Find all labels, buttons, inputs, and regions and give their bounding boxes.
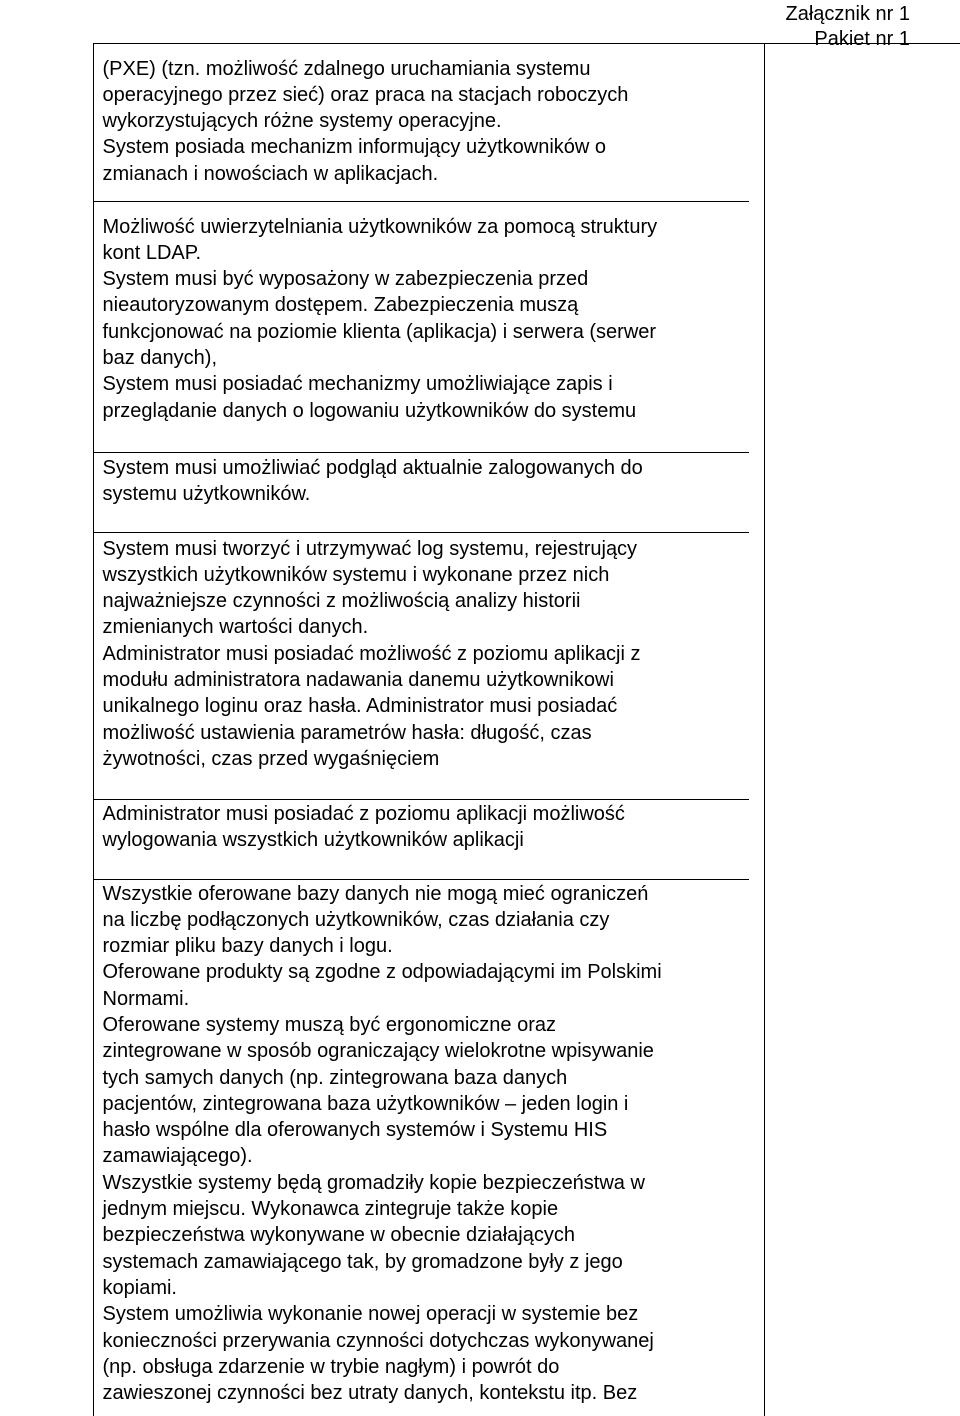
attachment-label: Załącznik nr 1 [785,3,910,25]
text-line: tych samych danych (np. zintegrowana baza danych [102,1066,568,1089]
package-label: Pakiet nr 1 [814,28,910,50]
text-line: Administrator musi posiadać możliwość z poziomu aplikacji z [102,642,641,665]
table-row [94,44,960,1416]
requirements-table [93,43,960,1416]
text-line: wylogowania wszystkich użytkowników aplikacji [102,828,524,851]
text-line: rozmiar pliku bazy danych i logu. [102,935,393,958]
requirement-paragraph [103,56,629,187]
text-line: pacjentów, zintegrowana baza użytkowników – jeden login i [102,1092,629,1115]
text-line: Wszystkie oferowane bazy danych nie mogą mieć ograniczeń [102,882,649,905]
text-line: wykorzystujących różne systemy operacyjne. [102,110,502,133]
text-line: funkcjonować na poziomie klienta (aplikacja) i serwera (serwer [102,320,657,343]
notes-cell [765,44,960,1416]
text-line: wszystkich użytkowników systemu i wykonane przez nich [102,563,610,586]
row-divider [93,452,749,453]
text-line: System musi być wyposażony w zabezpieczenia przed [102,268,589,291]
requirements-cell [94,44,765,1416]
text-line: (PXE) (tzn. możliwość zdalnego uruchamiania systemu [102,57,591,80]
text-line: System posiada mechanizm informujący użytkowników o [102,136,607,159]
text-line: na liczbę podłączonych użytkowników, czas działania czy [102,908,610,931]
text-line: Administrator musi posiadać z poziomu aplikacji możliwość [102,802,625,825]
text-line: zmianach i nowościach w aplikacjach. [102,162,439,185]
text-line: systemach zamawiającego tak, by gromadzone były z jego [102,1250,623,1273]
text-line: Możliwość uwierzytelniania użytkowników za pomocą struktury [102,215,658,238]
text-line: zmienianych wartości danych. [102,616,369,639]
requirement-paragraph [103,455,643,508]
text-line: kont LDAP. [102,241,202,264]
text-line: jednym miejscu. Wykonawca zintegruje także kopie [102,1198,559,1221]
text-line: konieczności przerywania czynności dotychczas wykonywanej [102,1329,654,1352]
text-line: operacyjnego przez sieć) oraz praca na stacjach roboczych [102,83,629,106]
requirement-paragraph [103,881,662,1407]
row-divider [93,799,749,800]
text-line: Wszystkie systemy będą gromadziły kopie bezpieczeństwa w [102,1171,645,1194]
text-line: zawieszonej czynności bez utraty danych, kontekstu itp. Bez [102,1382,638,1405]
text-line: unikalnego loginu oraz hasła. Administrator musi posiadać [102,695,618,718]
text-line: zintegrowane w sposób ograniczający wielokrotne wpisywanie [102,1040,654,1063]
text-line: System umożliwia wykonanie nowej operacji w systemie bez [102,1303,639,1326]
text-line: zamawiającego). [102,1145,253,1168]
text-line: przeglądanie danych o logowaniu użytkowników do systemu [102,399,637,422]
row-divider [93,879,749,880]
text-line: żywotności, czas przed wygaśnięciem [102,747,440,770]
text-line: kopiami. [102,1276,177,1299]
text-line: Oferowane systemy muszą być ergonomiczne oraz [102,1013,557,1036]
text-line: najważniejsze czynności z możliwością analizy historii [102,590,581,613]
text-line: możliwość ustawienia parametrów hasła: długość, czas [102,721,592,744]
row-divider [93,532,749,533]
text-line: systemu użytkowników. [102,482,311,505]
requirement-paragraph [103,214,658,424]
requirement-paragraph [103,536,641,773]
text-line: Normami. [102,987,190,1010]
text-line: bezpieczeństwa wykonywane w obecnie działających [102,1224,575,1247]
text-line: (np. obsługa zdarzenie w trybie nagłym) i powrót do [102,1355,560,1378]
row-divider [93,201,749,202]
text-line: Oferowane produkty są zgodne z odpowiadającymi im Polskimi [102,961,662,984]
text-line: System musi posiadać mechanizmy umożliwiające zapis i [102,373,613,396]
text-line: baz danych), [102,346,218,369]
text-line: hasło wspólne dla oferowanych systemów i Systemu HIS [102,1119,608,1142]
text-line: System musi umożliwiać podgląd aktualnie zalogowanych do [102,456,643,479]
text-line: System musi tworzyć i utrzymywać log systemu, rejestrujący [102,537,638,560]
text-line: nieautoryzowanym dostępem. Zabezpieczenia muszą [102,294,579,317]
text-line: modułu administratora nadawania danemu użytkownikowi [102,668,614,691]
requirement-paragraph [103,801,625,854]
